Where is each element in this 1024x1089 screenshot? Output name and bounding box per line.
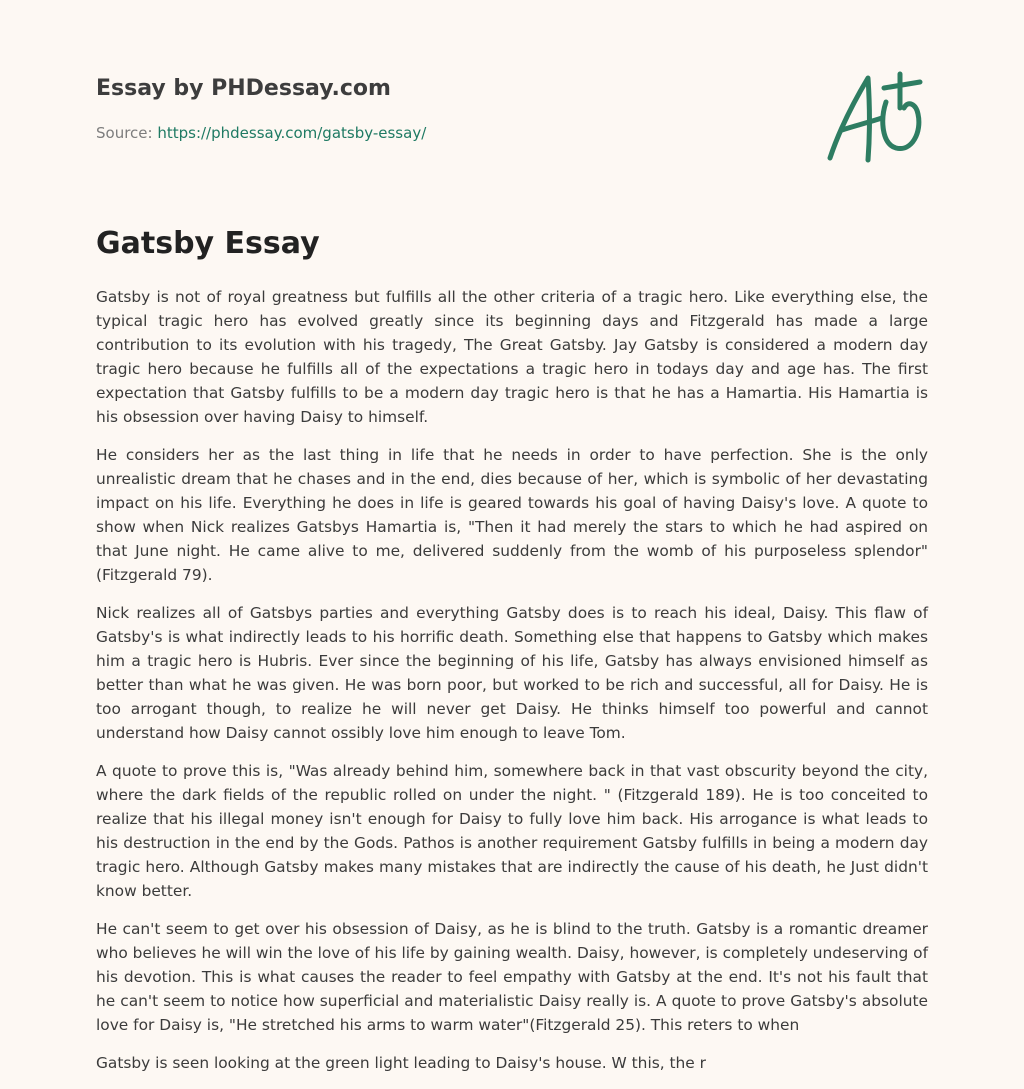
essay-paragraph: He considers her as the last thing in life that he needs in order to have perfection. She is the only unrealistic dream that he chases and in the end, dies because of her, which is symbolic of her devastating impact on his life. Everything he does in life is geared towards his goal of having Daisy's love. A quote to show when Nick realizes Gatsbys Hamartia is, "Then it had merely the stars to which he had aspired on that June night. He came alive to me, delivered suddenly from the womb of his purposeless splendor" (Fitzgerald 79). (96, 446, 928, 584)
a-plus-grade-icon (824, 68, 928, 168)
essay-paragraph: Gatsby is seen looking at the green light leading to Daisy's house. W this, the r (96, 1054, 706, 1072)
source-line (96, 124, 426, 142)
essay-paragraph: He can't seem to get over his obsession of Daisy, as he is blind to the truth. Gatsby is a romantic dreamer who believes he will win the love of his life by gaining wealth. Daisy, however, is completely undeserving of his devotion. This is what causes the reader to feel empathy with Gatsby at the end. It's not his fault that he can't seem to notice how superficial and materialistic Daisy really is. A quote to prove Gatsby's absolute love for Daisy is, "He stretched his arms to warm water"(Fitzgerald 25). This reters to when (96, 920, 928, 1034)
essay-paragraph: Gatsby is not of royal greatness but fulfills all the other criteria of a tragic hero. Like everything else, the typical tragic hero has evolved greatly since its beginning days and Fitzgerald has made a large contribution to its evolution with his tragedy, The Great Gatsby. Jay Gatsby is considered a modern day tragic hero because he fulfills all of the expectations a tragic hero in todays day and age has. The first expectation that Gatsby fulfills to be a modern day tragic hero is that he has a Hamartia. His Hamartia is his obsession over having Daisy to himself. (96, 288, 928, 426)
essay-body (96, 285, 928, 1089)
brand-title: Essay by PHDessay.com (96, 76, 391, 101)
source-label: Source: (96, 124, 158, 142)
essay-paragraph: A quote to prove this is, "Was already behind him, somewhere back in that vast obscurity beyond the city, where the dark fields of the republic rolled on under the night. " (Fitzgerald 189). He is too conceited to realize that his illegal money isn't enough for Daisy to fully love him back. His arrogance is what leads to his destruction in the end by the Gods. Pathos is another requirement Gatsby fulfills in being a modern day tragic hero. Although Gatsby makes many mistakes that are indirectly the cause of his death, he Just didn't know better. (96, 762, 928, 900)
essay-title: Gatsby Essay (96, 226, 320, 261)
essay-paragraph: Nick realizes all of Gatsbys parties and everything Gatsby does is to reach his ideal, Daisy. This flaw of Gatsby's is what indirectly leads to his horrific death. Something else that happens to Gatsby which makes him a tragic hero is Hubris. Ever since the beginning of his life, Gatsby has always envisioned himself as better than what he was given. He was born poor, but worked to be rich and successful, all for Daisy. He is too arrogant though, to realize he will never get Daisy. He thinks himself too powerful and cannot understand how Daisy cannot ossibly love him enough to leave Tom. (96, 604, 928, 742)
source-link[interactable]: https://phdessay.com/gatsby-essay/ (157, 124, 427, 142)
